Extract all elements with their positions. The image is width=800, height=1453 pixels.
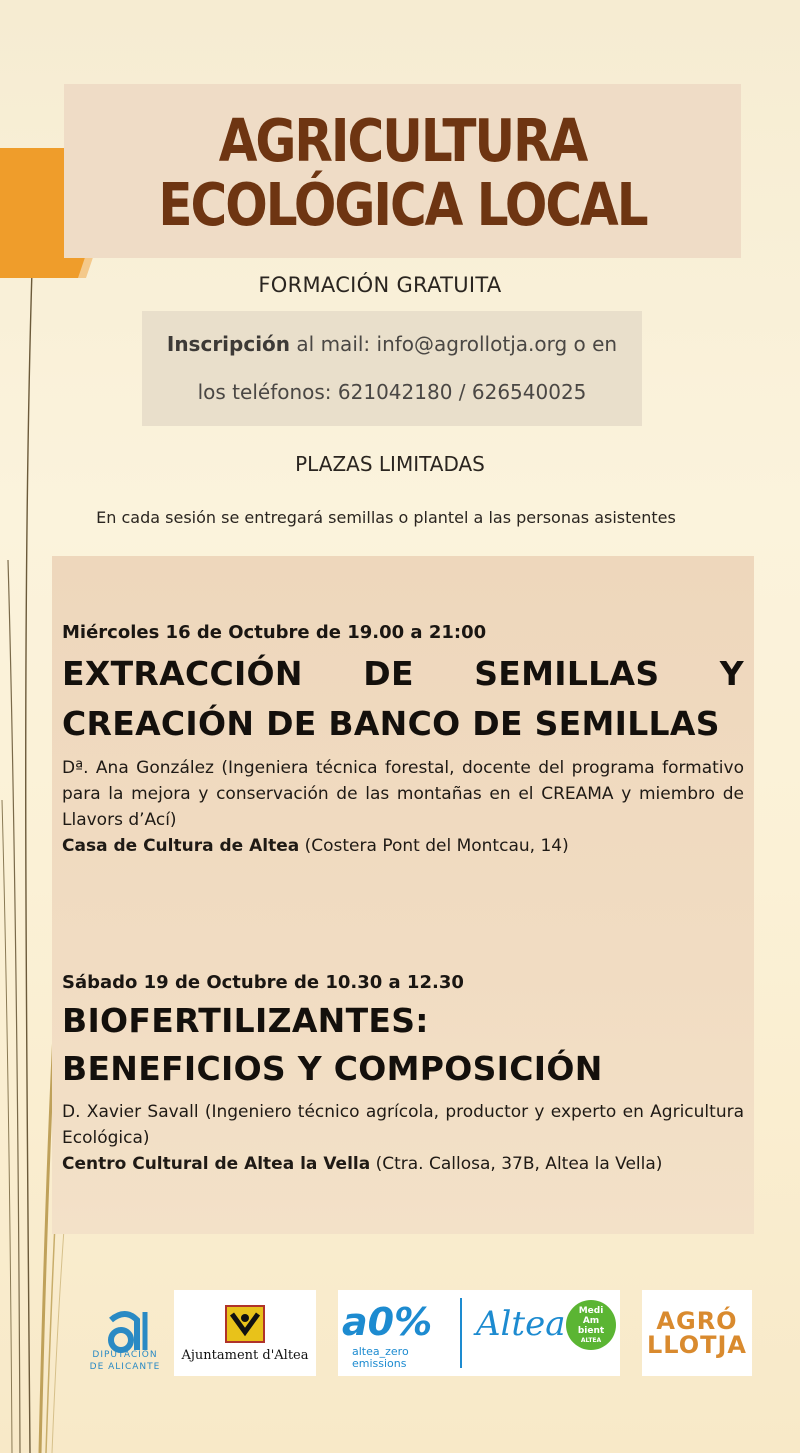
- inscripcion-mail[interactable]: al mail: info@agrollotja.org o en: [290, 332, 618, 356]
- event-speaker: Dª. Ana González (Ingeniera técnica forestal, docente del programa formativo para la mejora y conservación de las montañas en el CREAMA y miembro de Llavors d’Ací): [62, 758, 744, 830]
- ajuntament-label: Ajuntament d'Altea: [181, 1347, 309, 1363]
- event-title: EXTRACCIÓN DE SEMILLAS Y CREACIÓN DE BANCO DE SEMILLAS: [62, 654, 744, 743]
- event-speaker: D. Xavier Savall (Ingeniero técnico agrícola, productor y experto en Agricultura Ecológica): [62, 1102, 744, 1148]
- altea-zero-caption: [352, 1346, 409, 1370]
- page-title-line1: AGRICULTURA: [218, 106, 587, 176]
- a0-mark: a0%: [342, 1300, 433, 1344]
- page-title-line2: ECOLÓGICA LOCAL: [158, 170, 647, 240]
- event-place-address: (Costera Pont del Montcau, 14): [299, 836, 569, 856]
- medi-ambient-badge: [566, 1300, 616, 1350]
- event-date: Miércoles 16 de Octubre de 19.00 a 21:00: [62, 622, 487, 643]
- diputacion-caption-2: DE ALICANTE: [89, 1362, 161, 1372]
- event-title-line2: BENEFICIOS Y COMPOSICIÓN: [62, 1049, 603, 1088]
- inscripcion-box: [142, 311, 642, 426]
- event-place: [62, 833, 744, 859]
- altea-wordmark: Altea: [476, 1304, 566, 1344]
- diputacion-caption-1: DIPUTACIÓN: [92, 1350, 158, 1360]
- plazas-label: PLAZAS LIMITADAS: [295, 452, 485, 476]
- logo-agrollotja: [642, 1290, 752, 1376]
- medi-line3: bient: [577, 1326, 605, 1336]
- medi-line1: Medi: [578, 1306, 604, 1316]
- inscripcion-line: [142, 332, 642, 356]
- event-place-name: Casa de Cultura de Altea: [62, 836, 300, 856]
- altea-zero-line2: emissions: [352, 1357, 407, 1370]
- logo-altea-zero: [338, 1290, 620, 1376]
- agrollotja-line1: AGRÓ: [656, 1307, 738, 1335]
- inscripcion-bold: Inscripción: [166, 332, 291, 356]
- agrollotja-line2: LLOTJA: [646, 1331, 747, 1359]
- entrega-note: En cada sesión se entregará semillas o plantel a las personas asistentes: [96, 508, 676, 527]
- event-place-name: Centro Cultural de Altea la Vella: [62, 1154, 371, 1174]
- altea-shield-icon: [224, 1304, 266, 1344]
- medi-line4: ALTEA: [580, 1337, 602, 1344]
- event-date: Sábado 19 de Octubre de 10.30 a 12.30: [62, 972, 464, 993]
- medi-line2: Am: [582, 1316, 600, 1326]
- altea-zero-line1: altea_zero: [352, 1345, 409, 1358]
- divider: [460, 1298, 462, 1368]
- event-2: [62, 972, 744, 1177]
- event-1: [62, 622, 744, 859]
- telefonos-line: los teléfonos: 621042180 / 626540025: [197, 380, 587, 404]
- event-place: [62, 1151, 744, 1177]
- event-title-line1: BIOFERTILIZANTES:: [62, 1001, 429, 1040]
- logo-ajuntament: [174, 1290, 316, 1376]
- event-place-address: (Ctra. Callosa, 37B, Altea la Vella): [370, 1154, 663, 1174]
- formacion-label: FORMACIÓN GRATUITA: [258, 273, 502, 297]
